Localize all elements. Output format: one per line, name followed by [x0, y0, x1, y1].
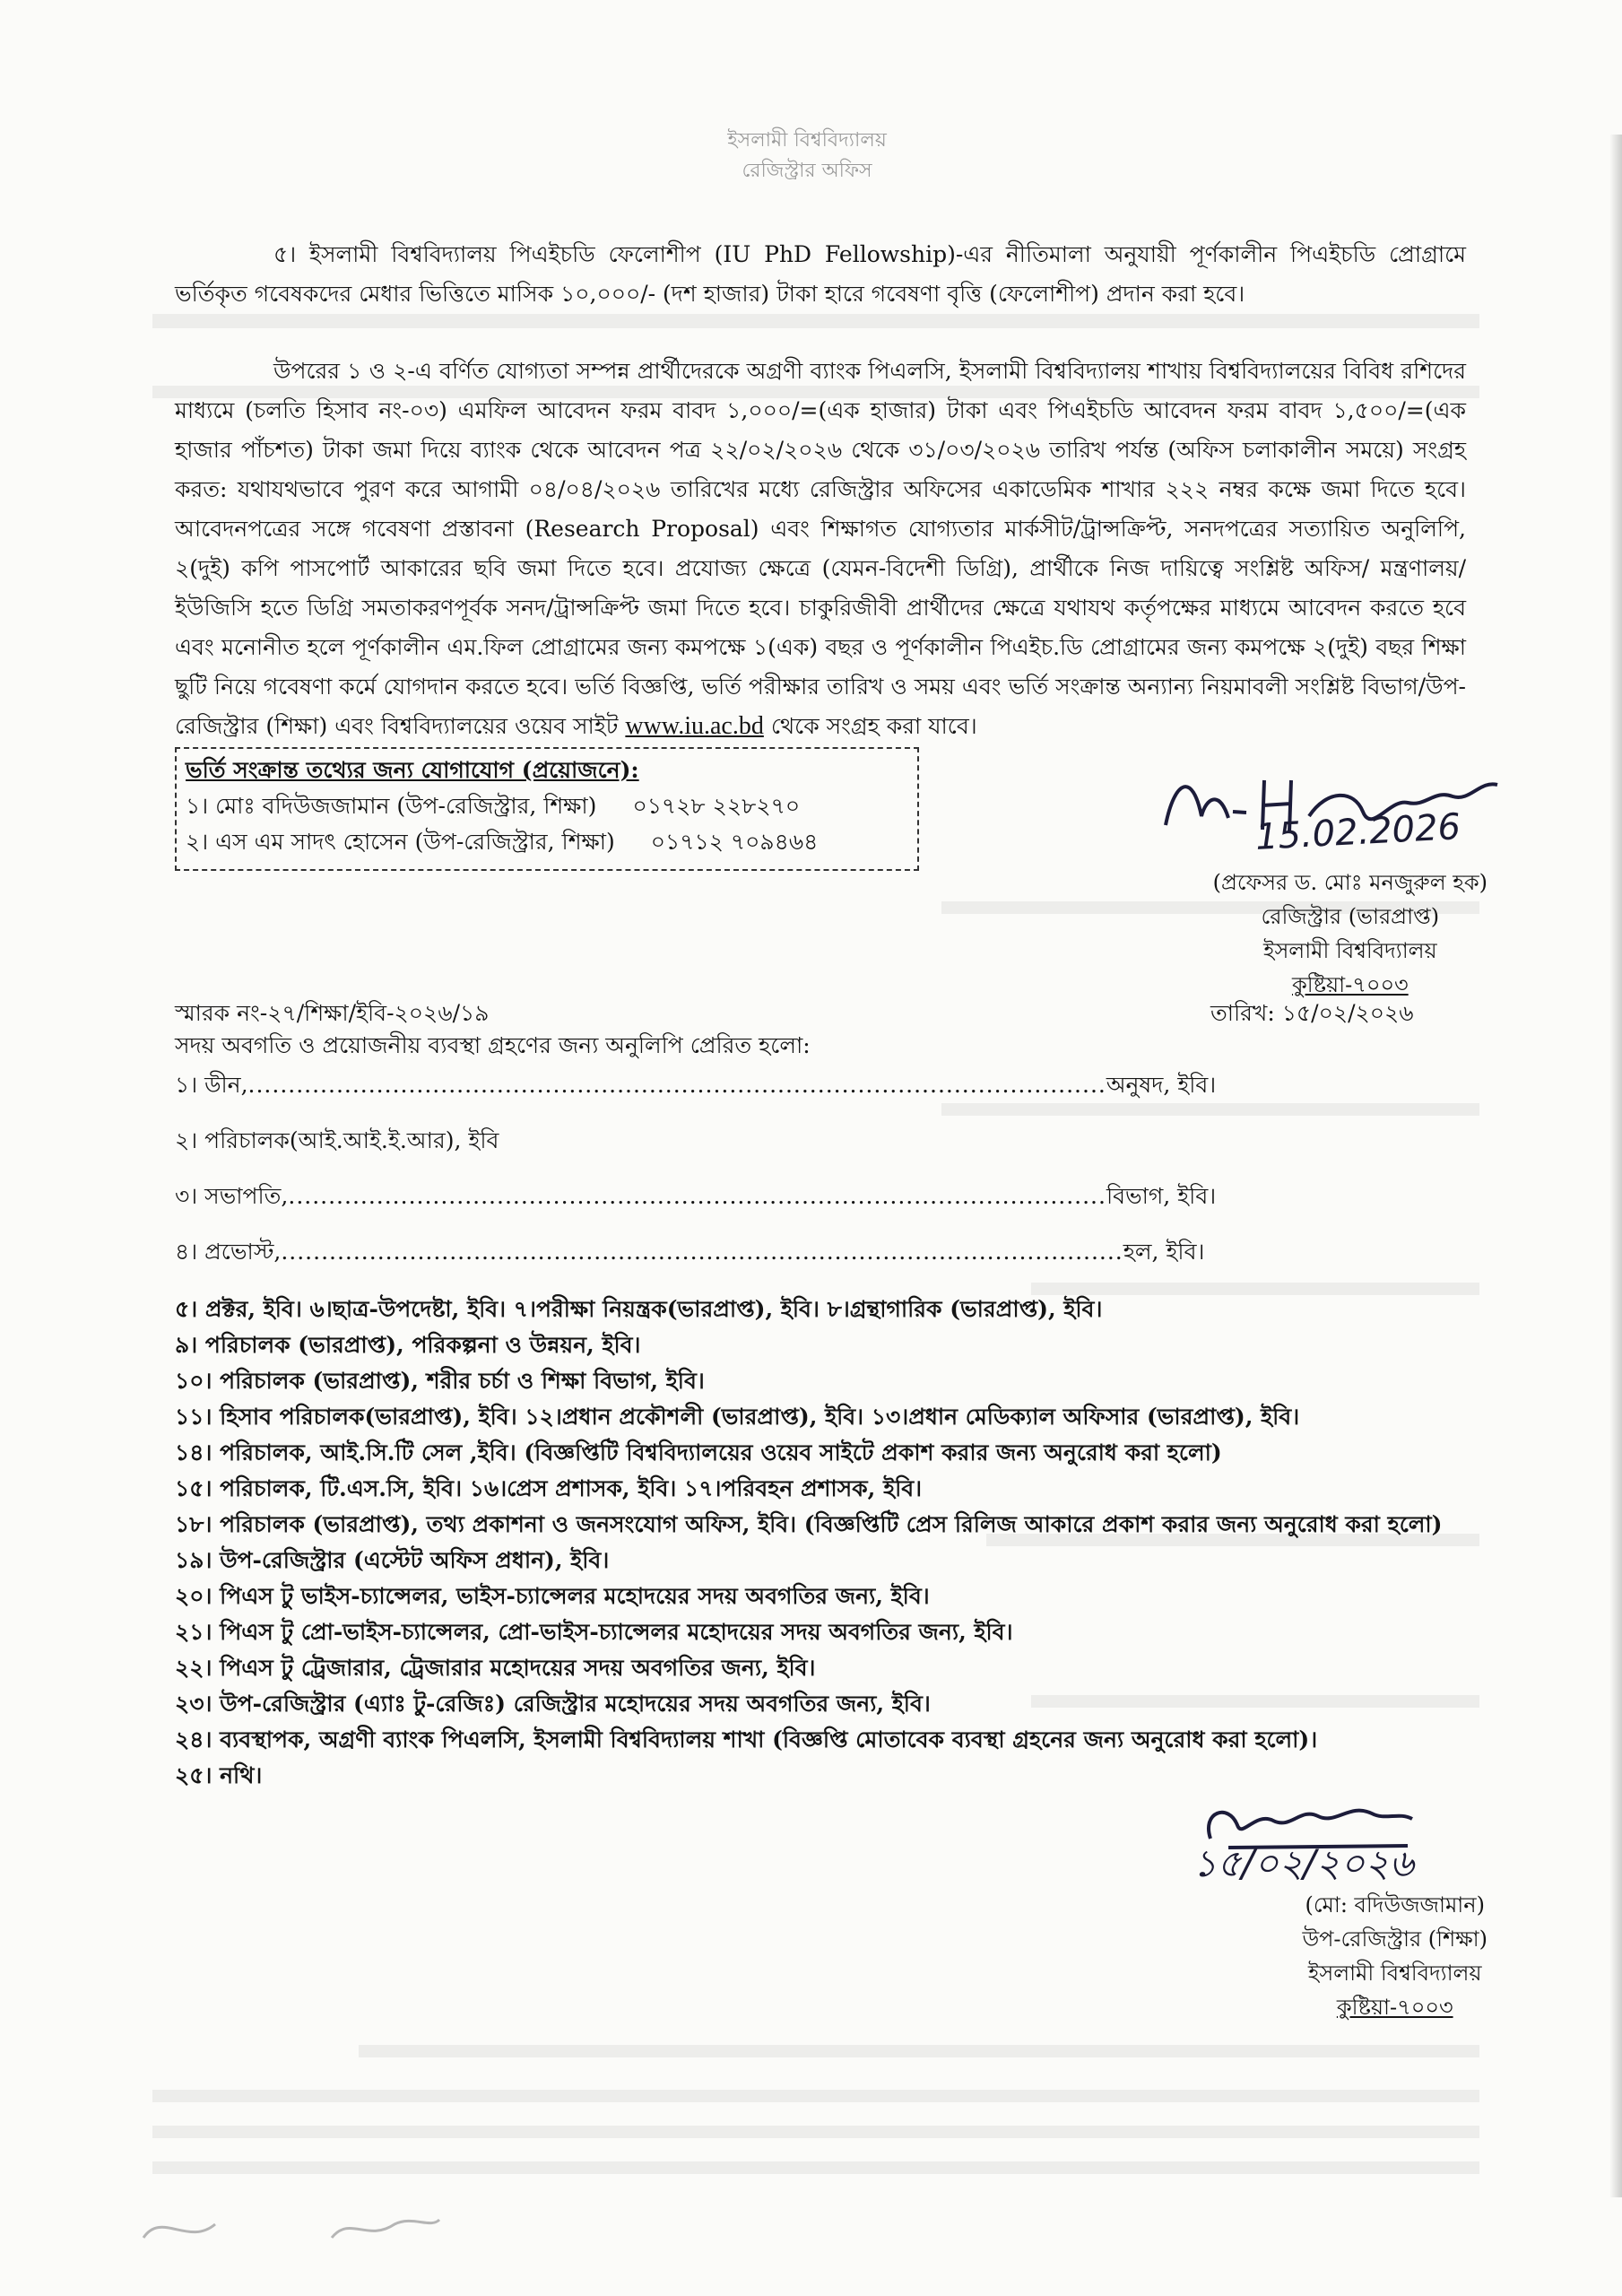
- list-item: ২৩। উপ-রেজিস্ট্রার (এ্যাঃ টু-রেজিঃ) রেজিস্ট্রার মহোদয়ের সদয় অবগতির জন্য, ইবি।: [175, 1691, 931, 1717]
- deputy-sign-block: [1302, 1888, 1488, 2024]
- list-item: [175, 1234, 1204, 1273]
- reference-number: স্মারক নং-২৭/শিক্ষা/ইবি-২০২৬/১৯: [175, 1000, 490, 1026]
- list-item: ১৪। পরিচালক, আই.সি.টি সেল ,ইবি। (বিজ্ঞপ্তিটি বিশ্ববিদ্যালয়ের ওয়েব সাইটে প্রকাশ করার জন্য অনুরোধ করা হলো): [175, 1439, 1222, 1465]
- application-tail: থেকে সংগ্রহ করা যাবে।: [770, 713, 977, 739]
- page-edge-shadow: [1609, 135, 1622, 2197]
- list-item: ১৮। পরিচালক (ভারপ্রাপ্ত), তথ্য প্রকাশনা ও জনসংযোগ অফিস, ইবি। (বিজ্ঞপ্তিটি প্রেস রিলিজ আকারে প্রকাশ করার জন্য অনুরোধ করা হলো): [175, 1511, 1443, 1537]
- list-item: [175, 1067, 1216, 1106]
- faint-header: [538, 126, 1076, 187]
- signer-title: উপ-রেজিস্ট্রার (শিক্ষা): [1302, 1926, 1488, 1952]
- faint-corner-scribble: [134, 2202, 448, 2256]
- list-item: ২৫। নথি।: [175, 1762, 263, 1788]
- list-item: ১১। হিসাব পরিচালক(ভারপ্রাপ্ত), ইবি। ১২।প্রধান প্রকৌশলী (ভারপ্রাপ্ত), ইবি। ১৩।প্রধান মেডিক্যাল অফিসার (ভারপ্রাপ্ত), ইবি।: [175, 1404, 1300, 1430]
- list-item: ২১। পিএস টু প্রো-ভাইস-চ্যান্সেলর, প্রো-ভাইস-চ্যান্সেলর মহোদয়ের সদয় অবগতির জন্য, ইবি।: [175, 1619, 1013, 1645]
- list-item: ২৪। ব্যবস্থাপক, অগ্রণী ব্যাংক পিএলসি, ইসলামী বিশ্ববিদ্যালয় শাখা (বিজ্ঞপ্তি মোতাবেক ব্যবস্থা গ্রহনের জন্য অনুরোধ করা হলো)।: [175, 1726, 1318, 1752]
- signer-place: কুষ্টিয়া-৭০০৩: [1336, 1995, 1453, 2020]
- list-item: ৫। প্রক্টর, ইবি। ৬।ছাত্র-উপদেষ্টা, ইবি। ৭।পরীক্ষা নিয়ন্ত্রক(ভারপ্রাপ্ত), ইবি। ৮।গ্রন্থাগারিক (ভারপ্রাপ্ত), ইবি।: [175, 1296, 1103, 1322]
- list-item-label: হল, ইবি।: [1123, 1239, 1205, 1265]
- list-item-dots: ......................................................................................................: [288, 1183, 1106, 1209]
- list-item-label: ৩। সভাপতি,: [175, 1183, 289, 1209]
- contact-row: [186, 788, 908, 824]
- list-item-label: ১। ডীন,: [175, 1072, 248, 1098]
- list-item-label: ৪। প্রভোস্ট,: [175, 1239, 282, 1265]
- faint-header-line: রেজিস্ট্রার অফিস: [742, 160, 872, 182]
- bleed-through: [152, 2126, 1479, 2138]
- list-item: ১৯। উপ-রেজিস্ট্রার (এস্টেট অফিস প্রধান), ইবি।: [175, 1547, 610, 1573]
- signer-title: রেজিস্ট্রার (ভারপ্রাপ্ত): [1261, 904, 1440, 929]
- reference-date: তারিখ: ১৫/০২/২০২৬: [1210, 1000, 1414, 1026]
- list-item-label: অনুষদ, ইবি।: [1106, 1072, 1217, 1098]
- list-item: ১০। পরিচালক (ভারপ্রাপ্ত), শরীর চর্চা ও শিক্ষা বিভাগ, ইবি।: [175, 1368, 705, 1394]
- bleed-through: [359, 2045, 1479, 2057]
- list-item-label: বিভাগ, ইবি।: [1106, 1183, 1217, 1209]
- contact-box: [175, 747, 919, 871]
- contact-phone: ০১৭২৮ ২২৮২৭০: [632, 793, 801, 819]
- list-item: ২২। পিএস টু ট্রেজারার, ট্রেজারার মহোদয়ের সদয় অবগতির জন্য, ইবি।: [175, 1655, 816, 1681]
- registrar-sign-block: [1213, 865, 1488, 1002]
- contact-name: ১। মোঃ বদিউজজামান (উপ-রেজিস্ট্রার, শিক্ষা): [186, 793, 597, 819]
- fellowship-paragraph: [175, 235, 1466, 314]
- list-item-dots: ...........................................................................................................: [247, 1072, 1106, 1098]
- website-link[interactable]: www.iu.ac.bd: [625, 712, 764, 740]
- contact-phone: ০১৭১২ ৭০৯৪৬৪: [650, 829, 819, 855]
- bleed-through: [152, 2161, 1479, 2174]
- registrar-signature-date: 15.02.2026: [1253, 806, 1462, 858]
- application-text: [175, 352, 1466, 746]
- list-item: [175, 1178, 1216, 1217]
- bleed-through: [152, 2090, 1479, 2102]
- contact-row: [186, 824, 908, 860]
- signer-org: ইসলামী বিশ্ববিদ্যালয়: [1262, 938, 1437, 963]
- list-item: ২। পরিচালক(আই.আই.ই.আর), ইবি: [175, 1127, 499, 1153]
- contact-name: ২। এস এম সাদৎ হোসেন (উপ-রেজিস্ট্রার, শিক্ষা): [186, 829, 615, 855]
- bleed-through: [1031, 1695, 1479, 1708]
- list-item: ১৫। পরিচালক, টি.এস.সি, ইবি। ১৬।প্রেস প্রশাসক, ইবি। ১৭।পরিবহন প্রশাসক, ইবি।: [175, 1475, 923, 1501]
- para-5: ৫। ইসলামী বিশ্ববিদ্যালয় পিএইচডি ফেলোশীপ (IU PhD Fellowship)-এর নীতিমালা অনুযায়ী পূর্ণকালীন পিএইচডি প্রোগ্রামে ভর্তিকৃত গবেষকদের মেধার ভিত্তিতে মাসিক ১০,০০০/- (দশ হাজার) টাকা হারে গবেষণা বৃত্তি (ফেলোশীপ) প্রদান করা হবে।: [175, 241, 1466, 307]
- faint-header-line: ইসলামী বিশ্ববিদ্যালয়: [727, 129, 887, 152]
- signer-name: (মো: বদিউজজামান): [1305, 1892, 1485, 1918]
- signer-org: ইসলামী বিশ্ববিদ্যালয়: [1307, 1961, 1482, 1986]
- list-item: ৯। পরিচালক (ভারপ্রাপ্ত), পরিকল্পনা ও উন্নয়ন, ইবি।: [175, 1332, 641, 1358]
- signer-name: (প্রফেসর ড. মোঃ মনজুরুল হক): [1212, 870, 1488, 895]
- contact-title: ভর্তি সংক্রান্ত তথ্যের জন্য যোগাযোগ (প্রয়োজনে):: [186, 757, 639, 783]
- deputy-signature-date: ১৫/০২/২০২৬: [1193, 1841, 1414, 1885]
- application-paragraph: [175, 352, 1466, 746]
- bleed-through: [152, 314, 1479, 328]
- signer-place: কুষ্টিয়া-৭০০৩: [1291, 972, 1409, 997]
- copy-recipients-line: সদয় অবগতি ও প্রয়োজনীয় ব্যবস্থা গ্রহণের জন্য অনুলিপি প্রেরিত হলো:: [175, 1032, 811, 1058]
- application-body: উপরের ১ ও ২-এ বর্ণিত যোগ্যতা সম্পন্ন প্রার্থীদেরকে অগ্রণী ব্যাংক পিএলসি, ইসলামী বিশ্ববিদ্যালয় শাখায় বিশ্ববিদ্যালয়ের বিবিধ রশিদের মাধ্যমে (চলতি হিসাব নং-০৩) এমফিল আবেদন ফরম বাবদ ১,০০০/=(এক হাজার) টাকা এবং পিএইচডি আবেদন ফরম বাবদ ১,৫০০/=(এক হাজার পাঁচশত) টাকা জমা দিয়ে ব্যাংক থেকে আবেদন পত্র ২২/০২/২০২৬ থেকে ৩১/০৩/২০২৬ তারিখ পর্যন্ত (অফিস চলাকালীন সময়ে) সংগ্রহ করত: যথাযথভাবে পুরণ করে আগামী ০৪/০৪/২০২৬ তারিখের মধ্যে রেজিস্ট্রার অফিসের একাডেমিক শাখার ২২২ নম্বর কক্ষে জমা দিতে হবে। আবেদনপত্রের সঙ্গে গবেষণা প্রস্তাবনা (Research Proposal) এবং শিক্ষাগত যোগ্যতার মার্কসীট/ট্রান্সক্রিপ্ট, সনদপত্রের সত্যায়িত অনুলিপি, ২(দুই) কপি পাসপোর্ট আকারের ছবি জমা দিতে হবে। প্রযোজ্য ক্ষেত্রে (যেমন-বিদেশী ডিগ্রি), প্রার্থীকে নিজ দায়িত্বে সংশ্লিষ্ট অফিস/ মন্ত্রণালয়/ইউজিসি হতে ডিগ্রি সমতাকরণপূর্বক সনদ/ট্রান্সক্রিপ্ট জমা দিতে হবে। চাকুরিজীবী প্রার্থীদের ক্ষেত্রে যথাযথ কর্তৃপক্ষের মাধ্যমে আবেদন করতে হবে এবং মনোনীত হলে পূর্ণকালীন এম.ফিল প্রোগ্রামের জন্য কমপক্ষে ১(এক) বছর ও পূর্ণকালীন পিএইচ.ডি প্রোগ্রামের জন্য কমপক্ষে ২(দুই) বছর শিক্ষা ছুটি নিয়ে গবেষণা কর্মে যোগদান করতে হবে। ভর্তি বিজ্ঞপ্তি, ভর্তি পরীক্ষার তারিখ ও সময় এবং ভর্তি সংক্রান্ত অন্যান্য নিয়মাবলী সংশ্লিষ্ট বিভাগ/উপ-রেজিস্ট্রার (শিক্ষা) এবং বিশ্ববিদ্যালয়ের ওয়েব সাইট: [175, 358, 1467, 739]
- list-item-dots: .........................................................................................................: [281, 1239, 1123, 1265]
- list-item: ২০। পিএস টু ভাইস-চ্যান্সেলর, ভাইস-চ্যান্সেলর মহোদয়ের সদয় অবগতির জন্য, ইবি।: [175, 1583, 930, 1609]
